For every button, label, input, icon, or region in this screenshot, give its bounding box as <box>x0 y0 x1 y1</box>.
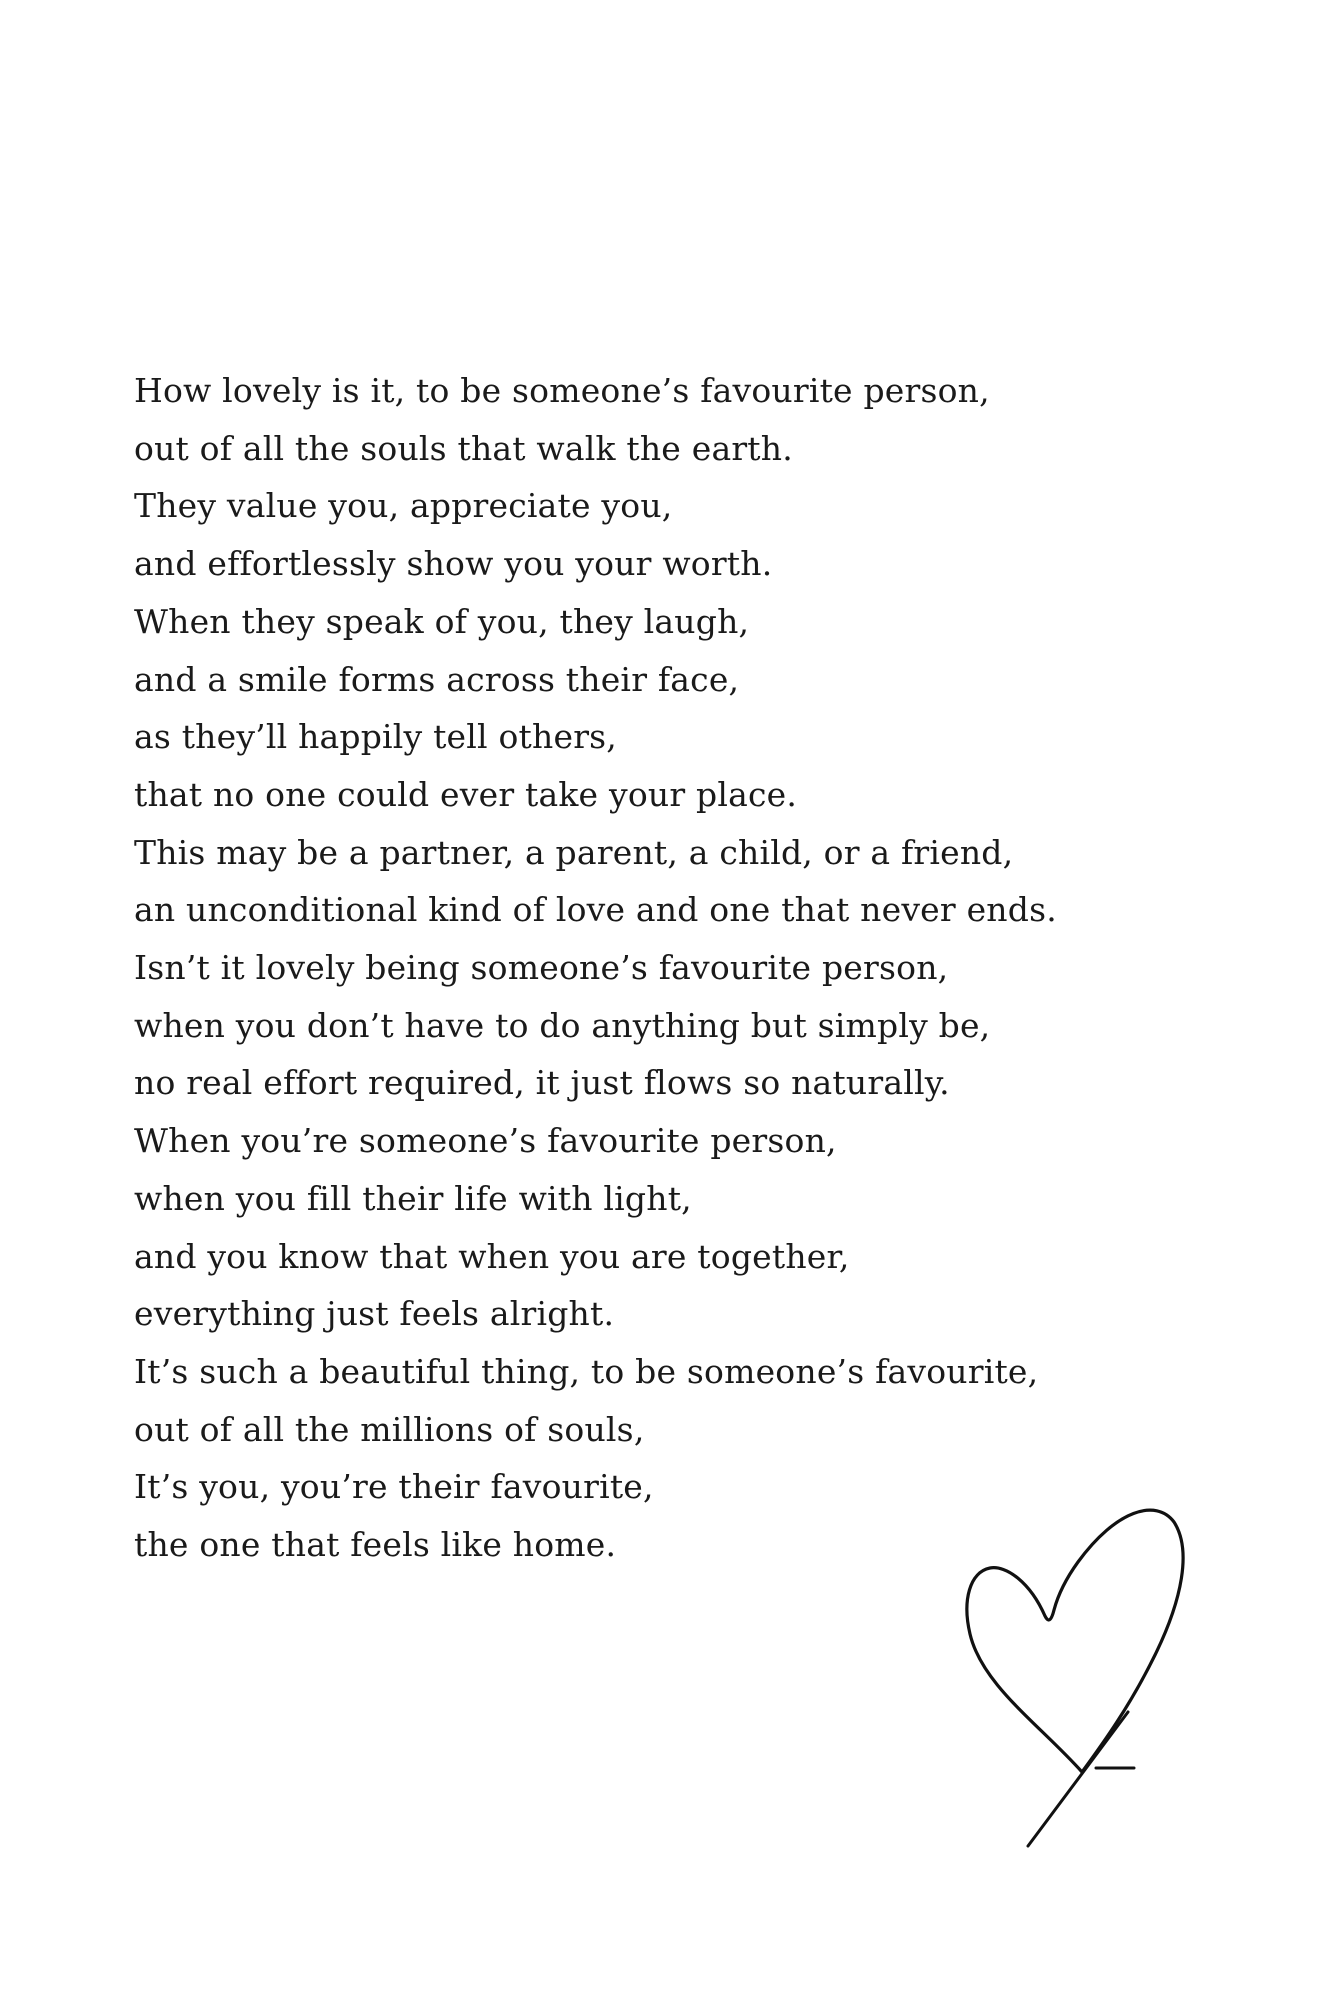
poem-line: everything just feels alright. <box>134 1294 615 1334</box>
poem-line: when you fill their life with light, <box>134 1178 692 1218</box>
poem-line: How lovely is it, to be someone’s favourite person, <box>134 371 990 410</box>
poem-line: This may be a partner, a parent, a child, or a friend, <box>134 832 1014 872</box>
poem-line: out of all the millions of souls, <box>134 1409 645 1449</box>
poem-line: and a smile forms across their face, <box>134 659 740 699</box>
poem-line: Isn’t it lovely being someone’s favourite person, <box>134 948 949 988</box>
poem-line: They value you, appreciate you, <box>134 486 673 526</box>
poem-line: no real effort required, it just flows so naturally. <box>134 1063 950 1103</box>
poem-text <box>134 362 1194 1574</box>
poem-line: and effortlessly show you your worth. <box>134 544 773 584</box>
poem-line: When they speak of you, they laugh, <box>134 601 750 641</box>
poem-line: that no one could ever take your place. <box>134 774 798 814</box>
poem-line: It’s you, you’re their favourite, <box>134 1467 654 1507</box>
poem-line: an unconditional kind of love and one that never ends. <box>134 890 1057 930</box>
poem-line: as they’ll happily tell others, <box>134 717 617 757</box>
poem-line: When you’re someone’s favourite person, <box>134 1121 837 1161</box>
poem-line: out of all the souls that walk the earth. <box>134 428 793 468</box>
poem-line: the one that feels like home. <box>134 1525 617 1565</box>
heart-icon <box>960 1500 1220 1870</box>
poem-line: when you don’t have to do anything but simply be, <box>134 1005 991 1045</box>
poem-line: and you know that when you are together, <box>134 1236 850 1276</box>
heart-stroke <box>967 1510 1183 1772</box>
poem-line: It’s such a beautiful thing, to be someone’s favourite, <box>134 1351 1039 1391</box>
